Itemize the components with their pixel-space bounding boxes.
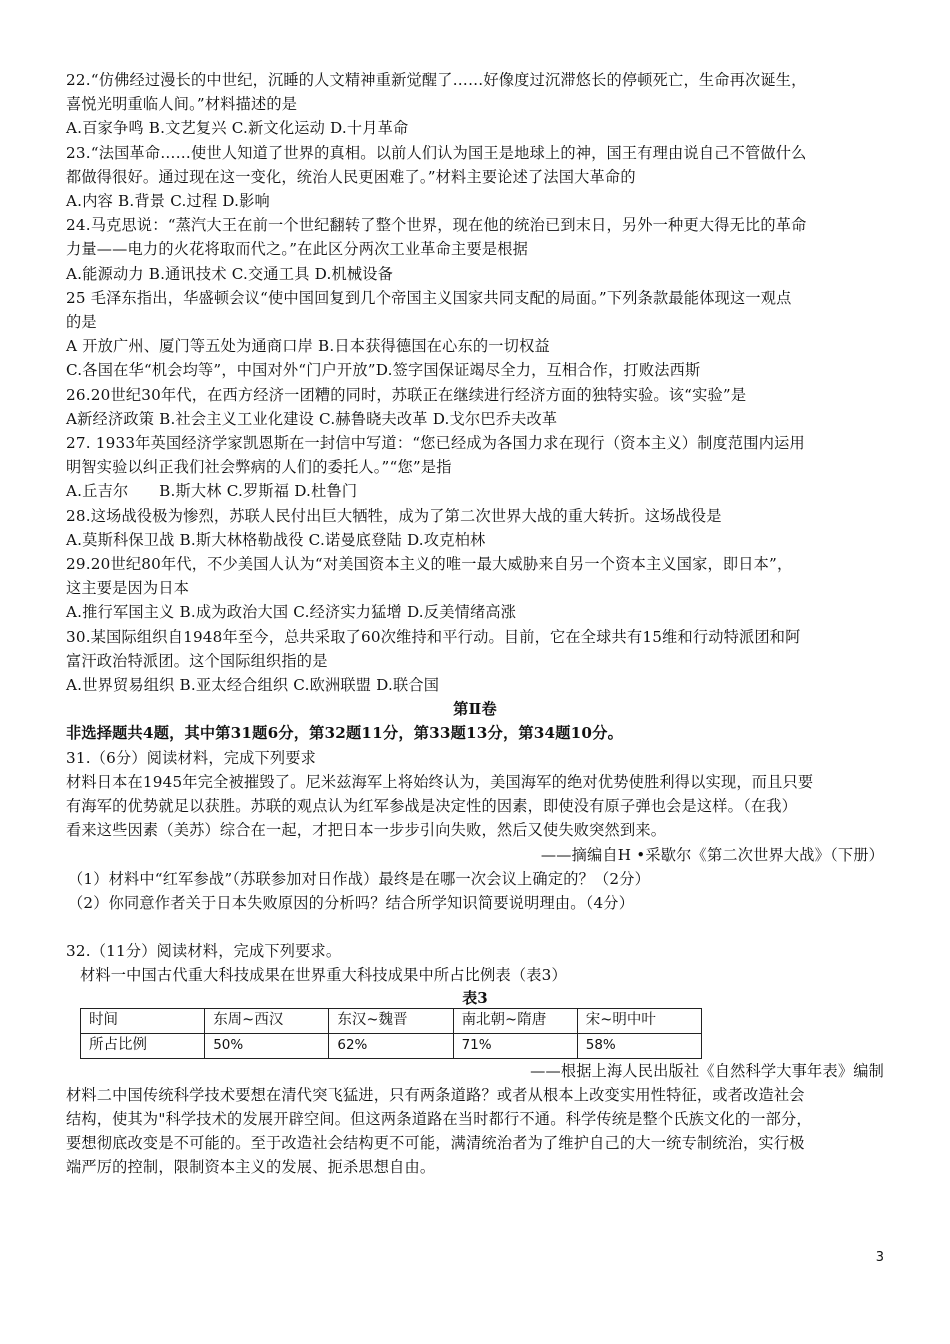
question-options: A.世界贸易组织 B.亚太经合组织 C.欧洲联盟 D.联合国 — [66, 676, 440, 695]
material-text: 结构，使其为"科学技术的发展开辟空间。但这两条道路在当时都行不通。科学传统是整个氏族文化的一部分， — [66, 1109, 812, 1128]
table-cell: 东周~西汉 — [205, 1008, 329, 1033]
part2-heading: 第Ⅱ卷 — [453, 700, 497, 719]
material-text: 有海军的优势就足以获胜。苏联的观点认为红军参战是决定性的因素，即使没有原子弹也会是这样。（在我） — [66, 797, 797, 816]
question-options: A.丘吉尔 B.斯大林 C.罗斯福 D.杜鲁门 — [66, 482, 358, 501]
table-source: ——根据上海人民出版社《自然科学大事年表》编制 — [530, 1061, 884, 1080]
question-stem: 22.“仿佛经过漫长的中世纪，沉睡的人文精神重新觉醒了……好像度过沉滞悠长的停顿死亡，生命再次诞生， — [66, 71, 807, 89]
spacer — [66, 915, 884, 939]
question-options: A.莫斯科保卫战 B.斯大林格勒战役 C.诺曼底登陆 D.攻克柏林 — [66, 530, 486, 549]
material-text: 材料日本在1945年完全被摧毁了。尼米兹海军上将始终认为，美国海军的绝对优势使胜利得以实现，而且只要 — [66, 772, 814, 791]
material-text: 要想彻底改变是不可能的。至于改造社会结构更不可能，满清统治者为了维护自己的大一统专制统治，实行极 — [66, 1134, 805, 1153]
material-text: 端严厉的控制，限制资本主义的发展、扼杀思想自由。 — [66, 1158, 436, 1177]
question-28 — [66, 504, 884, 552]
material-text: 看来这些因素（美苏）综合在一起，才把日本一步步引向失败，然后又使失败突然到来。 — [66, 821, 667, 840]
sub-question-1: （1）材料中“红军参战”（苏联参加对日作战）最终是在哪一次会议上确定的？（2分） — [68, 869, 651, 888]
question-stem: 28.这场战役极为惨烈，苏联人民付出巨大牺牲，成为了第二次世界大战的重大转折。这场战役是 — [66, 506, 722, 525]
page-number: 3 — [875, 1250, 884, 1265]
table-cell: 71% — [453, 1033, 577, 1058]
question-options: A.内容 B.背景 C.过程 D.影响 — [66, 192, 270, 211]
question-options: A新经济政策 B.社会主义工业化建设 C.赫鲁晓夫改革 D.戈尔巴乔夫改革 — [66, 409, 558, 428]
question-options: A.百家争鸣 B.文艺复兴 C.新文化运动 D.十月革命 — [66, 119, 409, 138]
proportion-table — [80, 1008, 702, 1059]
question-stem: 的是 — [66, 313, 97, 332]
question-stem: 这主要是因为日本 — [66, 579, 190, 598]
part2-intro: 非选择题共4题，其中第31题6分，第32题11分，第33题13分，第34题10分。 — [66, 724, 623, 743]
table-row — [81, 1033, 702, 1058]
question-stem: 23.“法国革命……使世人知道了世界的真相。以前人们认为国王是地球上的神，国王有理由说自己不管做什么 — [66, 143, 807, 162]
question-30 — [66, 625, 884, 698]
question-stem: 明智实验以纠正我们社会弊病的人们的委托人。”“您”是指 — [66, 458, 452, 477]
sub-question-2: （2）你同意作者关于日本失败原因的分析吗？结合所学知识简要说明理由。（4分） — [68, 893, 635, 912]
question-stem: 24.马克思说：“蒸汽大王在前一个世纪翻转了整个世界，现在他的统治已到末日，另外一种更大得无比的革命 — [66, 216, 807, 235]
question-stem: 力量——电力的火花将取而代之。”在此区分两次工业革命主要是根据 — [66, 240, 528, 259]
question-24 — [66, 213, 884, 286]
question-stem: 26.20世纪30年代，在西方经济一团糟的同时，苏联正在继续进行经济方面的独特实验。该“实验”是 — [66, 385, 747, 404]
question-25 — [66, 286, 884, 383]
material-source: ——摘编自H •采歇尔《第二次世界大战》（下册） — [540, 845, 884, 864]
table-cell: 宋~明中叶 — [577, 1008, 701, 1033]
question-stem: 都做得很好。通过现在这一变化，统治人民更困难了。”材料主要论述了法国大革命的 — [66, 167, 636, 186]
question-stem: 27. 1933年英国经济学家凯恩斯在一封信中写道：“您已经成为各国力求在现行（资本主义）制度范围内运用 — [66, 434, 805, 453]
question-stem: 29.20世纪80年代，不少美国人认为“对美国资本主义的唯一最大威胁来自另一个资本主义国家，即日本”， — [66, 555, 793, 574]
question-stem: 30.某国际组织自1948年至今，总共采取了60次维持和平行动。目前，它在全球共有15维和行动特派团和阿 — [66, 627, 801, 646]
table-caption: 表3 — [462, 988, 488, 1007]
question-title: 31.（6分）阅读材料，完成下列要求 — [66, 748, 317, 767]
question-stem: 25 毛泽东指出，华盛顿会议“使中国回复到几个帝国主义国家共同支配的局面。”下列条款最能体现这一观点 — [66, 288, 792, 307]
question-stem: 喜悦光明重临人间。”材料描述的是 — [66, 95, 298, 114]
question-options: A 开放广州、厦门等五处为通商口岸 B.日本获得德国在心东的一切权益 — [66, 337, 550, 356]
question-22 — [66, 68, 884, 141]
table-cell: 东汉~魏晋 — [329, 1008, 453, 1033]
question-options: C.各国在华“机会均等”，中国对外“门户开放”D.签字国保证竭尽全力，互相合作，打败法西斯 — [66, 361, 701, 380]
table-row — [81, 1008, 702, 1033]
question-options: A.能源动力 B.通讯技术 C.交通工具 D.机械设备 — [66, 264, 394, 283]
question-options: A.推行军国主义 B.成为政治大国 C.经济实力猛增 D.反美情绪高涨 — [66, 603, 517, 622]
table-cell: 58% — [577, 1033, 701, 1058]
table-cell: 时间 — [81, 1008, 205, 1033]
question-26 — [66, 383, 884, 431]
table-cell: 62% — [329, 1033, 453, 1058]
table-cell: 南北朝~隋唐 — [453, 1008, 577, 1033]
material-text: 材料二中国传统科学技术要想在清代突飞猛进，只有两条道路？或者从根本上改变实用性特征，或者改造社会 — [66, 1085, 805, 1104]
question-23 — [66, 141, 884, 214]
question-31 — [66, 746, 884, 915]
question-32 — [66, 939, 884, 1179]
question-stem: 富汗政治特派团。这个国际组织指的是 — [66, 651, 328, 670]
question-title: 32.（11分）阅读材料，完成下列要求。 — [66, 942, 342, 961]
question-29 — [66, 552, 884, 625]
material-intro: 材料一中国古代重大科技成果在世界重大科技成果中所占比例表（表3） — [80, 966, 567, 985]
question-27 — [66, 431, 884, 504]
table-cell: 所占比例 — [81, 1033, 205, 1058]
table-cell: 50% — [205, 1033, 329, 1058]
exam-page — [66, 68, 884, 1180]
